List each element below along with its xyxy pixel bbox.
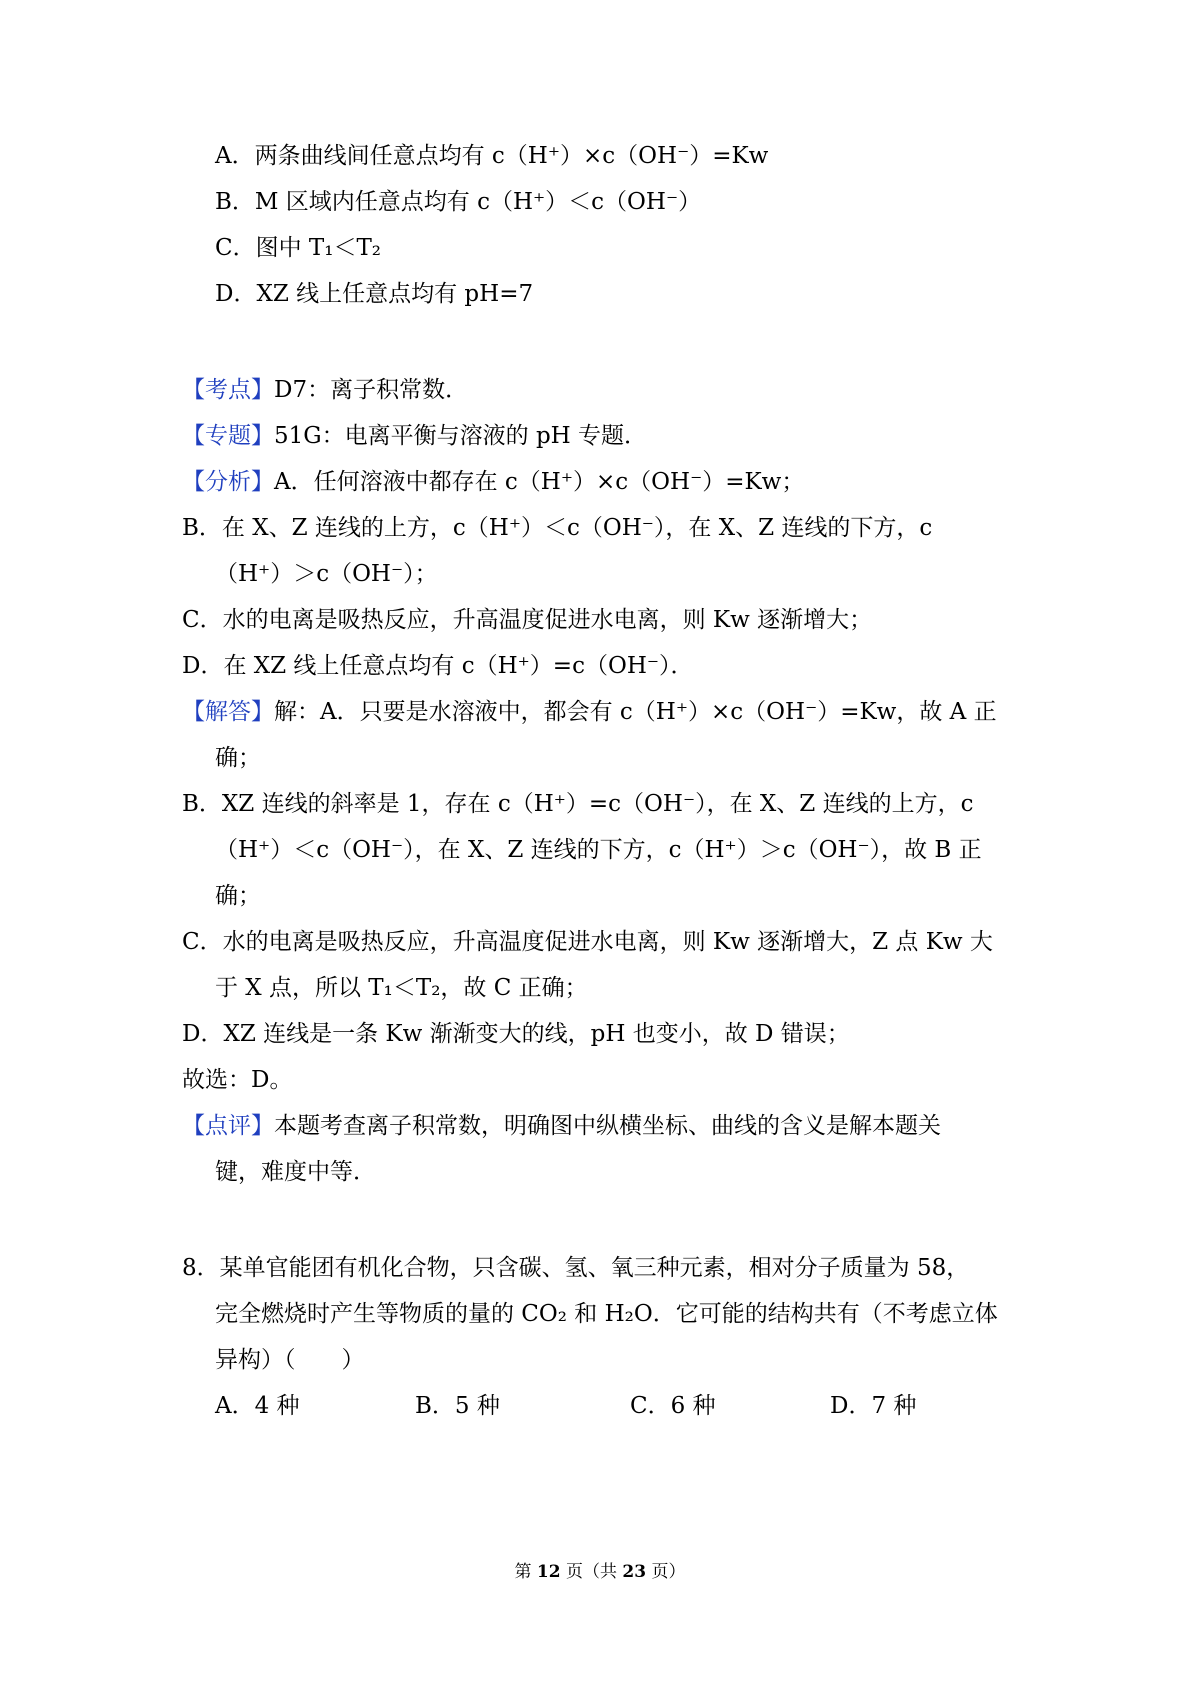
footer-middle: 页（共 (560, 1562, 623, 1582)
footer-total-pages: 23 (622, 1562, 647, 1582)
jieda-line-7: D．XZ 连线是一条 Kw 渐渐变大的线，pH 也变小，故 D 错误； (182, 1021, 850, 1047)
jieda-line-3: （H⁺）＜c（OH⁻），在 X、Z 连线的下方，c（H⁺）＞c（OH⁻），故 B 正 (215, 837, 982, 863)
dianping-line-1: 键，难度中等． (215, 1159, 376, 1185)
fenxi-line-0 (182, 466, 804, 498)
q8-stem-0: 8．某单官能团有机化合物，只含碳、氢、氧三种元素，相对分子质量为 58， (182, 1255, 970, 1281)
fenxi-text-0: A．任何溶液中都存在 c（H⁺）×c（OH⁻）=Kw； (274, 469, 805, 495)
jieda-tag: 【解答】 (182, 699, 274, 725)
fenxi-tag: 【分析】 (182, 469, 274, 495)
zhuanti-line (182, 420, 647, 452)
q8-stem-1: 完全燃烧时产生等物质的量的 CO₂ 和 H₂O．它可能的结构共有（不考虑立体 (215, 1301, 998, 1327)
q7-option-b: B．M 区域内任意点均有 c（H⁺）＜c（OH⁻） (215, 189, 702, 215)
fenxi-line-1: B．在 X、Z 连线的上方，c（H⁺）＜c（OH⁻），在 X、Z 连线的下方，c (182, 515, 933, 541)
q8-option-b: B．5 种 (415, 1393, 500, 1419)
jieda-line-2: B．XZ 连线的斜率是 1，存在 c（H⁺）=c（OH⁻），在 X、Z 连线的上方，c (182, 791, 974, 817)
q7-option-d: D．XZ 线上任意点均有 pH=7 (215, 281, 534, 307)
zhuanti-tag: 【专题】 (182, 423, 274, 449)
dianping-text-0: 本题考查离子积常数，明确图中纵横坐标、曲线的含义是解本题关 (274, 1113, 941, 1139)
fenxi-line-4: D．在 XZ 线上任意点均有 c（H⁺）=c（OH⁻）． (182, 653, 694, 679)
fenxi-line-3: C．水的电离是吸热反应，升高温度促进水电离，则 Kw 逐渐增大； (182, 607, 873, 633)
kaodian-tag: 【考点】 (182, 377, 274, 403)
kaodian-line (182, 374, 468, 406)
jieda-line-0 (182, 696, 997, 728)
q8-option-c: C．6 种 (630, 1393, 716, 1419)
jieda-text-0: 解：A．只要是水溶液中，都会有 c（H⁺）×c（OH⁻）=Kw，故 A 正 (274, 699, 997, 725)
footer-suffix: 页） (646, 1562, 686, 1582)
jieda-line-5: C．水的电离是吸热反应，升高温度促进水电离，则 Kw 逐渐增大，Z 点 Kw 大 (182, 929, 993, 955)
q8-option-d: D．7 种 (830, 1393, 917, 1419)
jieda-line-1: 确； (215, 745, 261, 771)
q7-option-a: A．两条曲线间任意点均有 c（H⁺）×c（OH⁻）=Kw (215, 143, 769, 169)
zhuanti-text: 51G：电离平衡与溶液的 pH 专题． (274, 423, 648, 449)
footer-page-number: 12 (536, 1562, 561, 1582)
jieda-line-8: 故选：D。 (182, 1067, 293, 1093)
kaodian-text: D7：离子积常数． (274, 377, 469, 403)
dianping-line-0 (182, 1110, 941, 1142)
q7-option-c: C．图中 T₁＜T₂ (215, 235, 382, 261)
page-footer (0, 1560, 1200, 1584)
q8-option-a: A．4 种 (215, 1393, 300, 1419)
jieda-line-4: 确； (215, 883, 261, 909)
fenxi-line-2: （H⁺）＞c（OH⁻）； (215, 561, 438, 587)
footer-prefix: 第 (514, 1562, 537, 1582)
dianping-tag: 【点评】 (182, 1113, 274, 1139)
q8-stem-2: 异构）（ ） (215, 1347, 365, 1373)
jieda-line-6: 于 X 点，所以 T₁＜T₂，故 C 正确； (215, 975, 588, 1001)
